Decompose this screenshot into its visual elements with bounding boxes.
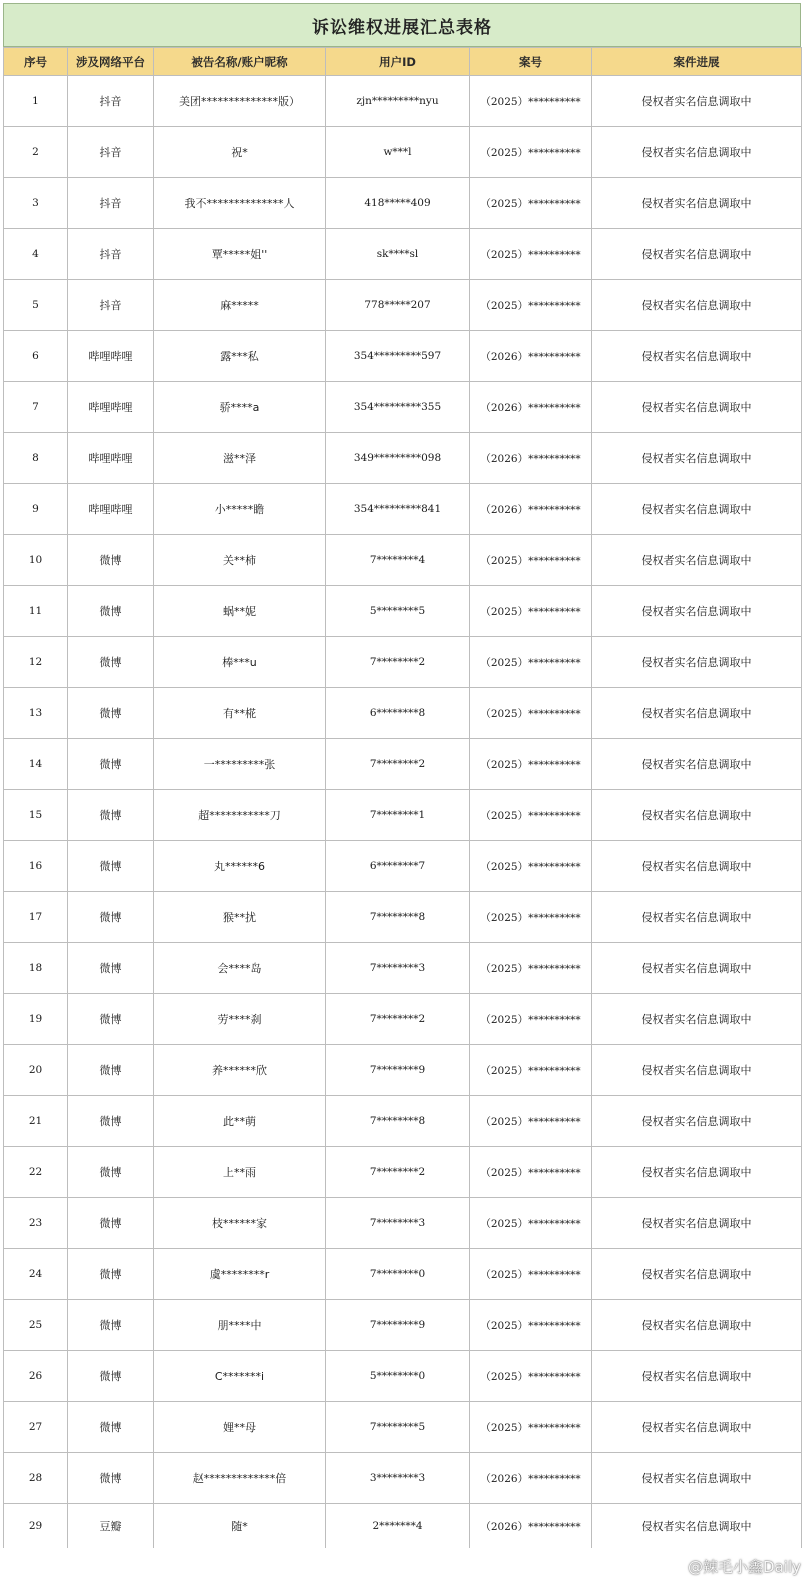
cell-case-number: （2025）********** <box>470 1147 592 1198</box>
table-row <box>4 790 802 841</box>
cell-platform: 微博 <box>68 790 154 841</box>
table-row <box>4 688 802 739</box>
table-row <box>4 943 802 994</box>
table-row <box>4 637 802 688</box>
cell-case-status: 侵权者实名信息调取中 <box>592 178 802 229</box>
table-row <box>4 433 802 484</box>
cell-defendant-name: 骄****a <box>154 382 326 433</box>
cell-defendant-name: 上**雨 <box>154 1147 326 1198</box>
cell-case-number: （2025）********** <box>470 229 592 280</box>
cell-index: 6 <box>4 331 68 382</box>
cell-case-number: （2025）********** <box>470 790 592 841</box>
cell-case-status: 侵权者实名信息调取中 <box>592 841 802 892</box>
cell-case-status: 侵权者实名信息调取中 <box>592 739 802 790</box>
cell-defendant-name: 我不**************人 <box>154 178 326 229</box>
cell-defendant-name: 养******欣 <box>154 1045 326 1096</box>
cell-case-status: 侵权者实名信息调取中 <box>592 1504 802 1549</box>
cell-index: 21 <box>4 1096 68 1147</box>
table-row <box>4 1453 802 1504</box>
cell-defendant-name: 劳****刹 <box>154 994 326 1045</box>
table-row <box>4 1351 802 1402</box>
cell-user-id: 7********2 <box>326 637 470 688</box>
table-row <box>4 127 802 178</box>
cell-user-id: 7********4 <box>326 535 470 586</box>
cell-index: 12 <box>4 637 68 688</box>
cell-user-id: 3********3 <box>326 1453 470 1504</box>
cell-case-status: 侵权者实名信息调取中 <box>592 1351 802 1402</box>
table-row <box>4 892 802 943</box>
cell-case-number: （2025）********** <box>470 1300 592 1351</box>
cell-user-id: 7********5 <box>326 1402 470 1453</box>
cell-user-id: 7********9 <box>326 1045 470 1096</box>
cell-case-number: （2026）********** <box>470 484 592 535</box>
cell-case-status: 侵权者实名信息调取中 <box>592 331 802 382</box>
cell-platform: 微博 <box>68 1096 154 1147</box>
cell-defendant-name: 随* <box>154 1504 326 1549</box>
cell-user-id: 5********5 <box>326 586 470 637</box>
cell-case-number: （2025）********** <box>470 688 592 739</box>
cell-index: 7 <box>4 382 68 433</box>
cell-index: 18 <box>4 943 68 994</box>
watermark-text: @辣毛小鑫Daily <box>688 1558 801 1576</box>
cell-defendant-name: 虞********r <box>154 1249 326 1300</box>
table-row <box>4 1198 802 1249</box>
summary-table <box>3 47 802 1548</box>
cell-index: 10 <box>4 535 68 586</box>
cell-case-status: 侵权者实名信息调取中 <box>592 994 802 1045</box>
table-row <box>4 994 802 1045</box>
cell-index: 14 <box>4 739 68 790</box>
cell-user-id: 418*****409 <box>326 178 470 229</box>
table-row <box>4 382 802 433</box>
cell-platform: 微博 <box>68 1147 154 1198</box>
cell-case-number: （2025）********** <box>470 739 592 790</box>
cell-index: 5 <box>4 280 68 331</box>
cell-case-status: 侵权者实名信息调取中 <box>592 943 802 994</box>
cell-case-status: 侵权者实名信息调取中 <box>592 127 802 178</box>
header-index: 序号 <box>4 48 68 76</box>
cell-user-id: 7********8 <box>326 892 470 943</box>
header-user-id: 用户ID <box>326 48 470 76</box>
cell-user-id: 7********2 <box>326 994 470 1045</box>
cell-user-id: 354*********355 <box>326 382 470 433</box>
cell-case-status: 侵权者实名信息调取中 <box>592 892 802 943</box>
cell-case-number: （2025）********** <box>470 178 592 229</box>
cell-defendant-name: 朋****中 <box>154 1300 326 1351</box>
cell-defendant-name: 关**柿 <box>154 535 326 586</box>
cell-platform: 豆瓣 <box>68 1504 154 1549</box>
cell-index: 24 <box>4 1249 68 1300</box>
cell-index: 2 <box>4 127 68 178</box>
cell-defendant-name: 有**椛 <box>154 688 326 739</box>
cell-platform: 哔哩哔哩 <box>68 331 154 382</box>
cell-defendant-name: 猴**扰 <box>154 892 326 943</box>
cell-case-number: （2025）********** <box>470 1402 592 1453</box>
cell-user-id: w***l <box>326 127 470 178</box>
cell-defendant-name: 麻***** <box>154 280 326 331</box>
cell-user-id: 7********8 <box>326 1096 470 1147</box>
table-row <box>4 1402 802 1453</box>
cell-platform: 哔哩哔哩 <box>68 484 154 535</box>
cell-defendant-name: 赵*************倍 <box>154 1453 326 1504</box>
header-platform: 涉及网络平台 <box>68 48 154 76</box>
cell-platform: 微博 <box>68 1045 154 1096</box>
cell-case-number: （2025）********** <box>470 841 592 892</box>
table-row <box>4 484 802 535</box>
cell-case-number: （2025）********** <box>470 637 592 688</box>
table-header-row <box>4 48 802 76</box>
cell-case-number: （2025）********** <box>470 535 592 586</box>
cell-index: 1 <box>4 76 68 127</box>
cell-case-status: 侵权者实名信息调取中 <box>592 433 802 484</box>
cell-platform: 微博 <box>68 637 154 688</box>
cell-defendant-name: 蜗**妮 <box>154 586 326 637</box>
cell-user-id: 349*********098 <box>326 433 470 484</box>
table-row <box>4 76 802 127</box>
cell-case-status: 侵权者实名信息调取中 <box>592 1453 802 1504</box>
cell-defendant-name: 小*****瞻 <box>154 484 326 535</box>
cell-user-id: 7********0 <box>326 1249 470 1300</box>
cell-case-status: 侵权者实名信息调取中 <box>592 1249 802 1300</box>
cell-case-status: 侵权者实名信息调取中 <box>592 1402 802 1453</box>
table-row <box>4 841 802 892</box>
cell-case-number: （2025）********** <box>470 1096 592 1147</box>
cell-user-id: 6********7 <box>326 841 470 892</box>
table-row <box>4 280 802 331</box>
header-defendant-name: 被告名称/账户昵称 <box>154 48 326 76</box>
table-row <box>4 586 802 637</box>
cell-platform: 微博 <box>68 586 154 637</box>
cell-case-number: （2026）********** <box>470 331 592 382</box>
cell-case-number: （2025）********** <box>470 1351 592 1402</box>
cell-case-status: 侵权者实名信息调取中 <box>592 229 802 280</box>
cell-user-id: zjn*********nyu <box>326 76 470 127</box>
cell-defendant-name: 棒***u <box>154 637 326 688</box>
cell-case-number: （2026）********** <box>470 1504 592 1549</box>
cell-case-number: （2025）********** <box>470 1045 592 1096</box>
cell-case-number: （2025）********** <box>470 892 592 943</box>
cell-index: 8 <box>4 433 68 484</box>
cell-index: 16 <box>4 841 68 892</box>
cell-platform: 微博 <box>68 1300 154 1351</box>
cell-user-id: 354*********841 <box>326 484 470 535</box>
cell-case-number: （2025）********** <box>470 586 592 637</box>
table-row <box>4 331 802 382</box>
cell-platform: 抖音 <box>68 280 154 331</box>
cell-platform: 微博 <box>68 688 154 739</box>
cell-platform: 微博 <box>68 739 154 790</box>
cell-case-status: 侵权者实名信息调取中 <box>592 1147 802 1198</box>
cell-case-number: （2025）********** <box>470 127 592 178</box>
table-body <box>4 76 802 1549</box>
cell-case-status: 侵权者实名信息调取中 <box>592 1045 802 1096</box>
cell-index: 3 <box>4 178 68 229</box>
table-row <box>4 1300 802 1351</box>
cell-user-id: 7********1 <box>326 790 470 841</box>
cell-index: 27 <box>4 1402 68 1453</box>
cell-case-number: （2026）********** <box>470 1453 592 1504</box>
cell-index: 20 <box>4 1045 68 1096</box>
cell-case-number: （2025）********** <box>470 994 592 1045</box>
cell-index: 23 <box>4 1198 68 1249</box>
cell-case-status: 侵权者实名信息调取中 <box>592 1096 802 1147</box>
cell-platform: 哔哩哔哩 <box>68 382 154 433</box>
table-row <box>4 1504 802 1549</box>
cell-index: 13 <box>4 688 68 739</box>
cell-defendant-name: 此**萌 <box>154 1096 326 1147</box>
cell-platform: 抖音 <box>68 127 154 178</box>
cell-index: 29 <box>4 1504 68 1549</box>
cell-platform: 微博 <box>68 535 154 586</box>
table-row <box>4 739 802 790</box>
cell-platform: 哔哩哔哩 <box>68 433 154 484</box>
cell-case-number: （2025）********** <box>470 76 592 127</box>
cell-platform: 微博 <box>68 1402 154 1453</box>
cell-user-id: 778*****207 <box>326 280 470 331</box>
cell-index: 25 <box>4 1300 68 1351</box>
cell-platform: 抖音 <box>68 178 154 229</box>
cell-defendant-name: 丸******6 <box>154 841 326 892</box>
cell-user-id: sk****sl <box>326 229 470 280</box>
cell-case-status: 侵权者实名信息调取中 <box>592 688 802 739</box>
cell-defendant-name: 祝* <box>154 127 326 178</box>
cell-case-status: 侵权者实名信息调取中 <box>592 637 802 688</box>
cell-case-status: 侵权者实名信息调取中 <box>592 1198 802 1249</box>
table-title: 诉讼维权进展汇总表格 <box>3 3 801 47</box>
cell-defendant-name: 超***********刀 <box>154 790 326 841</box>
cell-case-number: （2025）********** <box>470 280 592 331</box>
cell-platform: 微博 <box>68 1453 154 1504</box>
cell-case-number: （2025）********** <box>470 1198 592 1249</box>
cell-case-number: （2025）********** <box>470 1249 592 1300</box>
cell-platform: 微博 <box>68 1249 154 1300</box>
cell-case-number: （2025）********** <box>470 943 592 994</box>
cell-platform: 抖音 <box>68 76 154 127</box>
cell-index: 17 <box>4 892 68 943</box>
cell-platform: 微博 <box>68 943 154 994</box>
cell-user-id: 2*******4 <box>326 1504 470 1549</box>
cell-user-id: 7********9 <box>326 1300 470 1351</box>
cell-platform: 微博 <box>68 892 154 943</box>
table-row <box>4 535 802 586</box>
cell-index: 19 <box>4 994 68 1045</box>
cell-user-id: 7********3 <box>326 943 470 994</box>
table-row <box>4 1249 802 1300</box>
table-row <box>4 229 802 280</box>
cell-user-id: 5********0 <box>326 1351 470 1402</box>
cell-case-status: 侵权者实名信息调取中 <box>592 280 802 331</box>
cell-user-id: 7********2 <box>326 1147 470 1198</box>
cell-defendant-name: C*******i <box>154 1351 326 1402</box>
cell-user-id: 7********2 <box>326 739 470 790</box>
header-case-number: 案号 <box>470 48 592 76</box>
summary-table-container <box>3 3 801 1548</box>
cell-index: 9 <box>4 484 68 535</box>
cell-case-status: 侵权者实名信息调取中 <box>592 586 802 637</box>
table-row <box>4 178 802 229</box>
cell-platform: 微博 <box>68 1351 154 1402</box>
cell-platform: 微博 <box>68 994 154 1045</box>
cell-index: 11 <box>4 586 68 637</box>
cell-case-status: 侵权者实名信息调取中 <box>592 484 802 535</box>
cell-case-status: 侵权者实名信息调取中 <box>592 535 802 586</box>
cell-case-status: 侵权者实名信息调取中 <box>592 790 802 841</box>
cell-user-id: 7********3 <box>326 1198 470 1249</box>
table-row <box>4 1147 802 1198</box>
cell-index: 28 <box>4 1453 68 1504</box>
cell-user-id: 354*********597 <box>326 331 470 382</box>
cell-index: 22 <box>4 1147 68 1198</box>
table-row <box>4 1045 802 1096</box>
cell-defendant-name: 覃*****姐'' <box>154 229 326 280</box>
cell-defendant-name: 娌**母 <box>154 1402 326 1453</box>
cell-case-number: （2026）********** <box>470 433 592 484</box>
cell-index: 4 <box>4 229 68 280</box>
cell-user-id: 6********8 <box>326 688 470 739</box>
cell-defendant-name: 一*********张 <box>154 739 326 790</box>
cell-platform: 抖音 <box>68 229 154 280</box>
cell-platform: 微博 <box>68 1198 154 1249</box>
cell-defendant-name: 枝******家 <box>154 1198 326 1249</box>
cell-defendant-name: 美团**************版） <box>154 76 326 127</box>
header-case-status: 案件进展 <box>592 48 802 76</box>
cell-case-number: （2026）********** <box>470 382 592 433</box>
cell-case-status: 侵权者实名信息调取中 <box>592 76 802 127</box>
cell-platform: 微博 <box>68 841 154 892</box>
cell-defendant-name: 滋**泽 <box>154 433 326 484</box>
cell-case-status: 侵权者实名信息调取中 <box>592 1300 802 1351</box>
table-row <box>4 1096 802 1147</box>
watermark <box>666 1556 801 1577</box>
cell-case-status: 侵权者实名信息调取中 <box>592 382 802 433</box>
cell-defendant-name: 会****岛 <box>154 943 326 994</box>
cell-index: 26 <box>4 1351 68 1402</box>
weibo-icon <box>666 1557 684 1576</box>
cell-defendant-name: 露***私 <box>154 331 326 382</box>
cell-index: 15 <box>4 790 68 841</box>
